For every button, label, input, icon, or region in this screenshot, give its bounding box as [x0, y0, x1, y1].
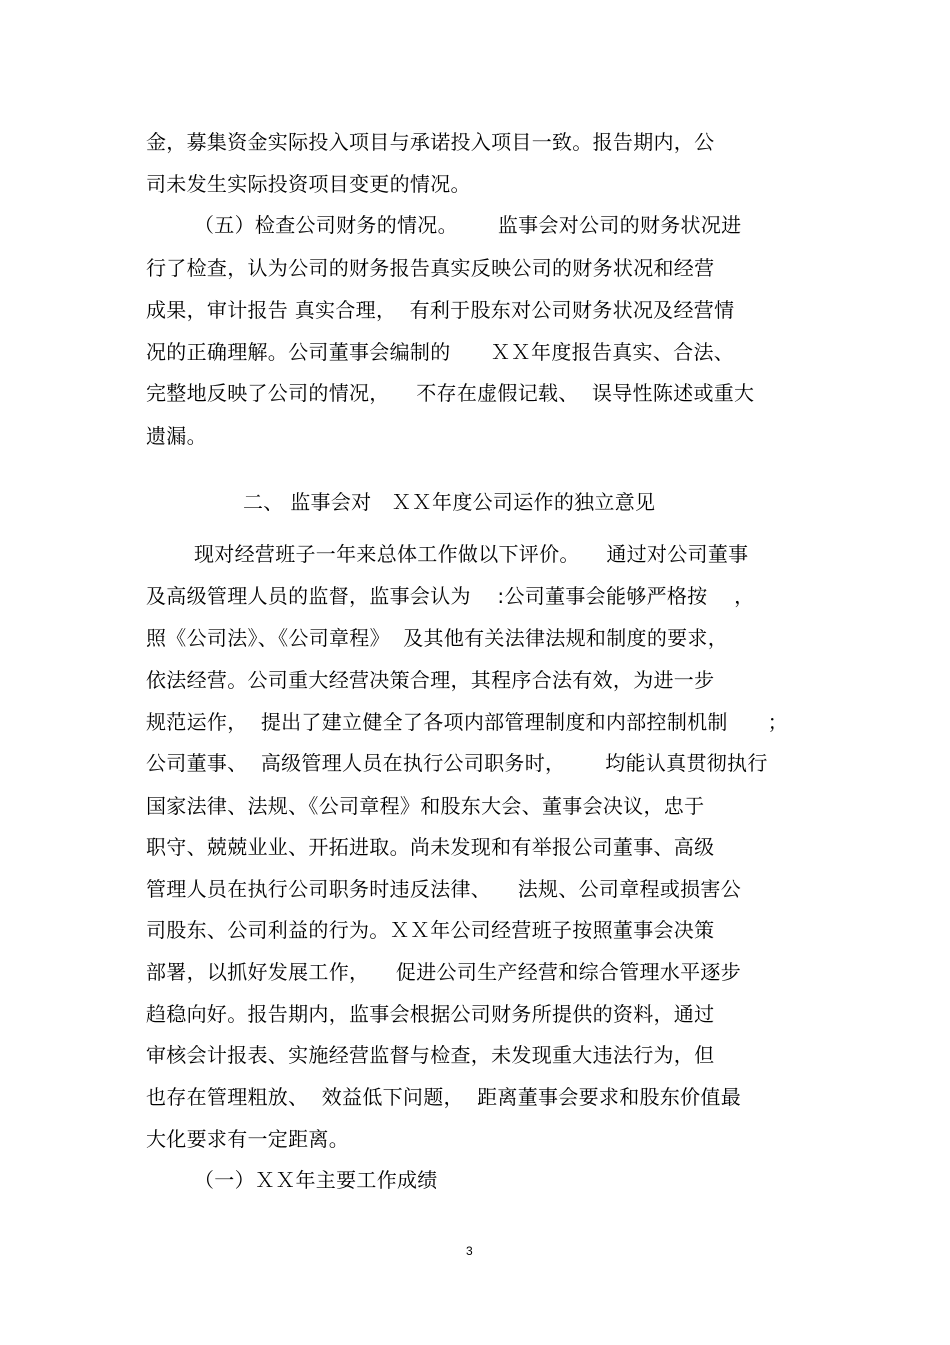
section-heading: 二、 监事会对 ＸＸ年度公司运作的独立意见: [243, 490, 656, 514]
body-text-line: 审核会计报表、实施经营监督与检查，未发现重大违法行为，但: [146, 1043, 715, 1067]
section-heading: （五）检查公司财务的情况。 监事会对公司的财务状况进: [194, 213, 742, 237]
body-text-line: 也存在管理粗放、 效益低下问题， 距离董事会要求和股东价值最: [146, 1085, 742, 1109]
body-text-line: 完整地反映了公司的情况， 不存在虚假记载、 误导性陈述或重大: [146, 381, 755, 405]
body-text-line: 行了检查，认为公司的财务报告真实反映公司的财务状况和经营: [146, 256, 715, 280]
page-number: 3: [466, 1244, 473, 1258]
body-text-line: 金，募集资金实际投入项目与承诺投入项目一致。报告期内，公: [146, 130, 715, 154]
body-text-line: 司股东、公司利益的行为。ＸＸ年公司经营班子按照董事会决策: [146, 918, 715, 942]
body-text-line: 趋稳向好。报告期内，监事会根据公司财务所提供的资料，通过: [146, 1002, 715, 1026]
body-text-line: 现对经营班子一年来总体工作做以下评价。 通过对公司董事: [194, 542, 749, 566]
body-text-line: 况的正确理解。公司董事会编制的 ＸＸ年度报告真实、合法、: [146, 340, 735, 364]
body-text-line: 依法经营。公司重大经营决策合理，其程序合法有效，为进一步: [146, 668, 715, 692]
body-text-line: 司未发生实际投资项目变更的情况。: [146, 172, 471, 196]
body-text-line: 及高级管理人员的监督，监事会认为 :公司董事会能够严格按 ，: [146, 584, 755, 608]
body-text-line: 成果，审计报告 真实合理， 有利于股东对公司财务状况及经营情: [146, 298, 735, 322]
body-text-line: 遗漏。: [146, 424, 207, 448]
body-text-line: 大化要求有一定距离。: [146, 1127, 349, 1151]
body-text-line: 照《公司法》、《公司章程》 及其他有关法律法规和制度的要求，: [146, 626, 729, 650]
body-text-line: 国家法律、法规、《公司章程》和股东大会、董事会决议，忠于: [146, 794, 705, 818]
subsection-heading: （一）ＸＸ年主要工作成绩: [194, 1168, 438, 1192]
body-text-line: 规范运作， 提出了建立健全了各项内部管理制度和内部控制机制 ；: [146, 710, 788, 734]
body-text-line: 部署，以抓好发展工作， 促进公司生产经营和综合管理水平逐步: [146, 960, 742, 984]
body-text-line: 职守、兢兢业业、开拓进取。尚未发现和有举报公司董事、高级: [146, 835, 715, 859]
body-text-line: 公司董事、 高级管理人员在执行公司职务时， 均能认真贯彻执行: [146, 751, 768, 775]
body-text-line: 管理人员在执行公司职务时违反法律、 法规、公司章程或损害公: [146, 877, 742, 901]
